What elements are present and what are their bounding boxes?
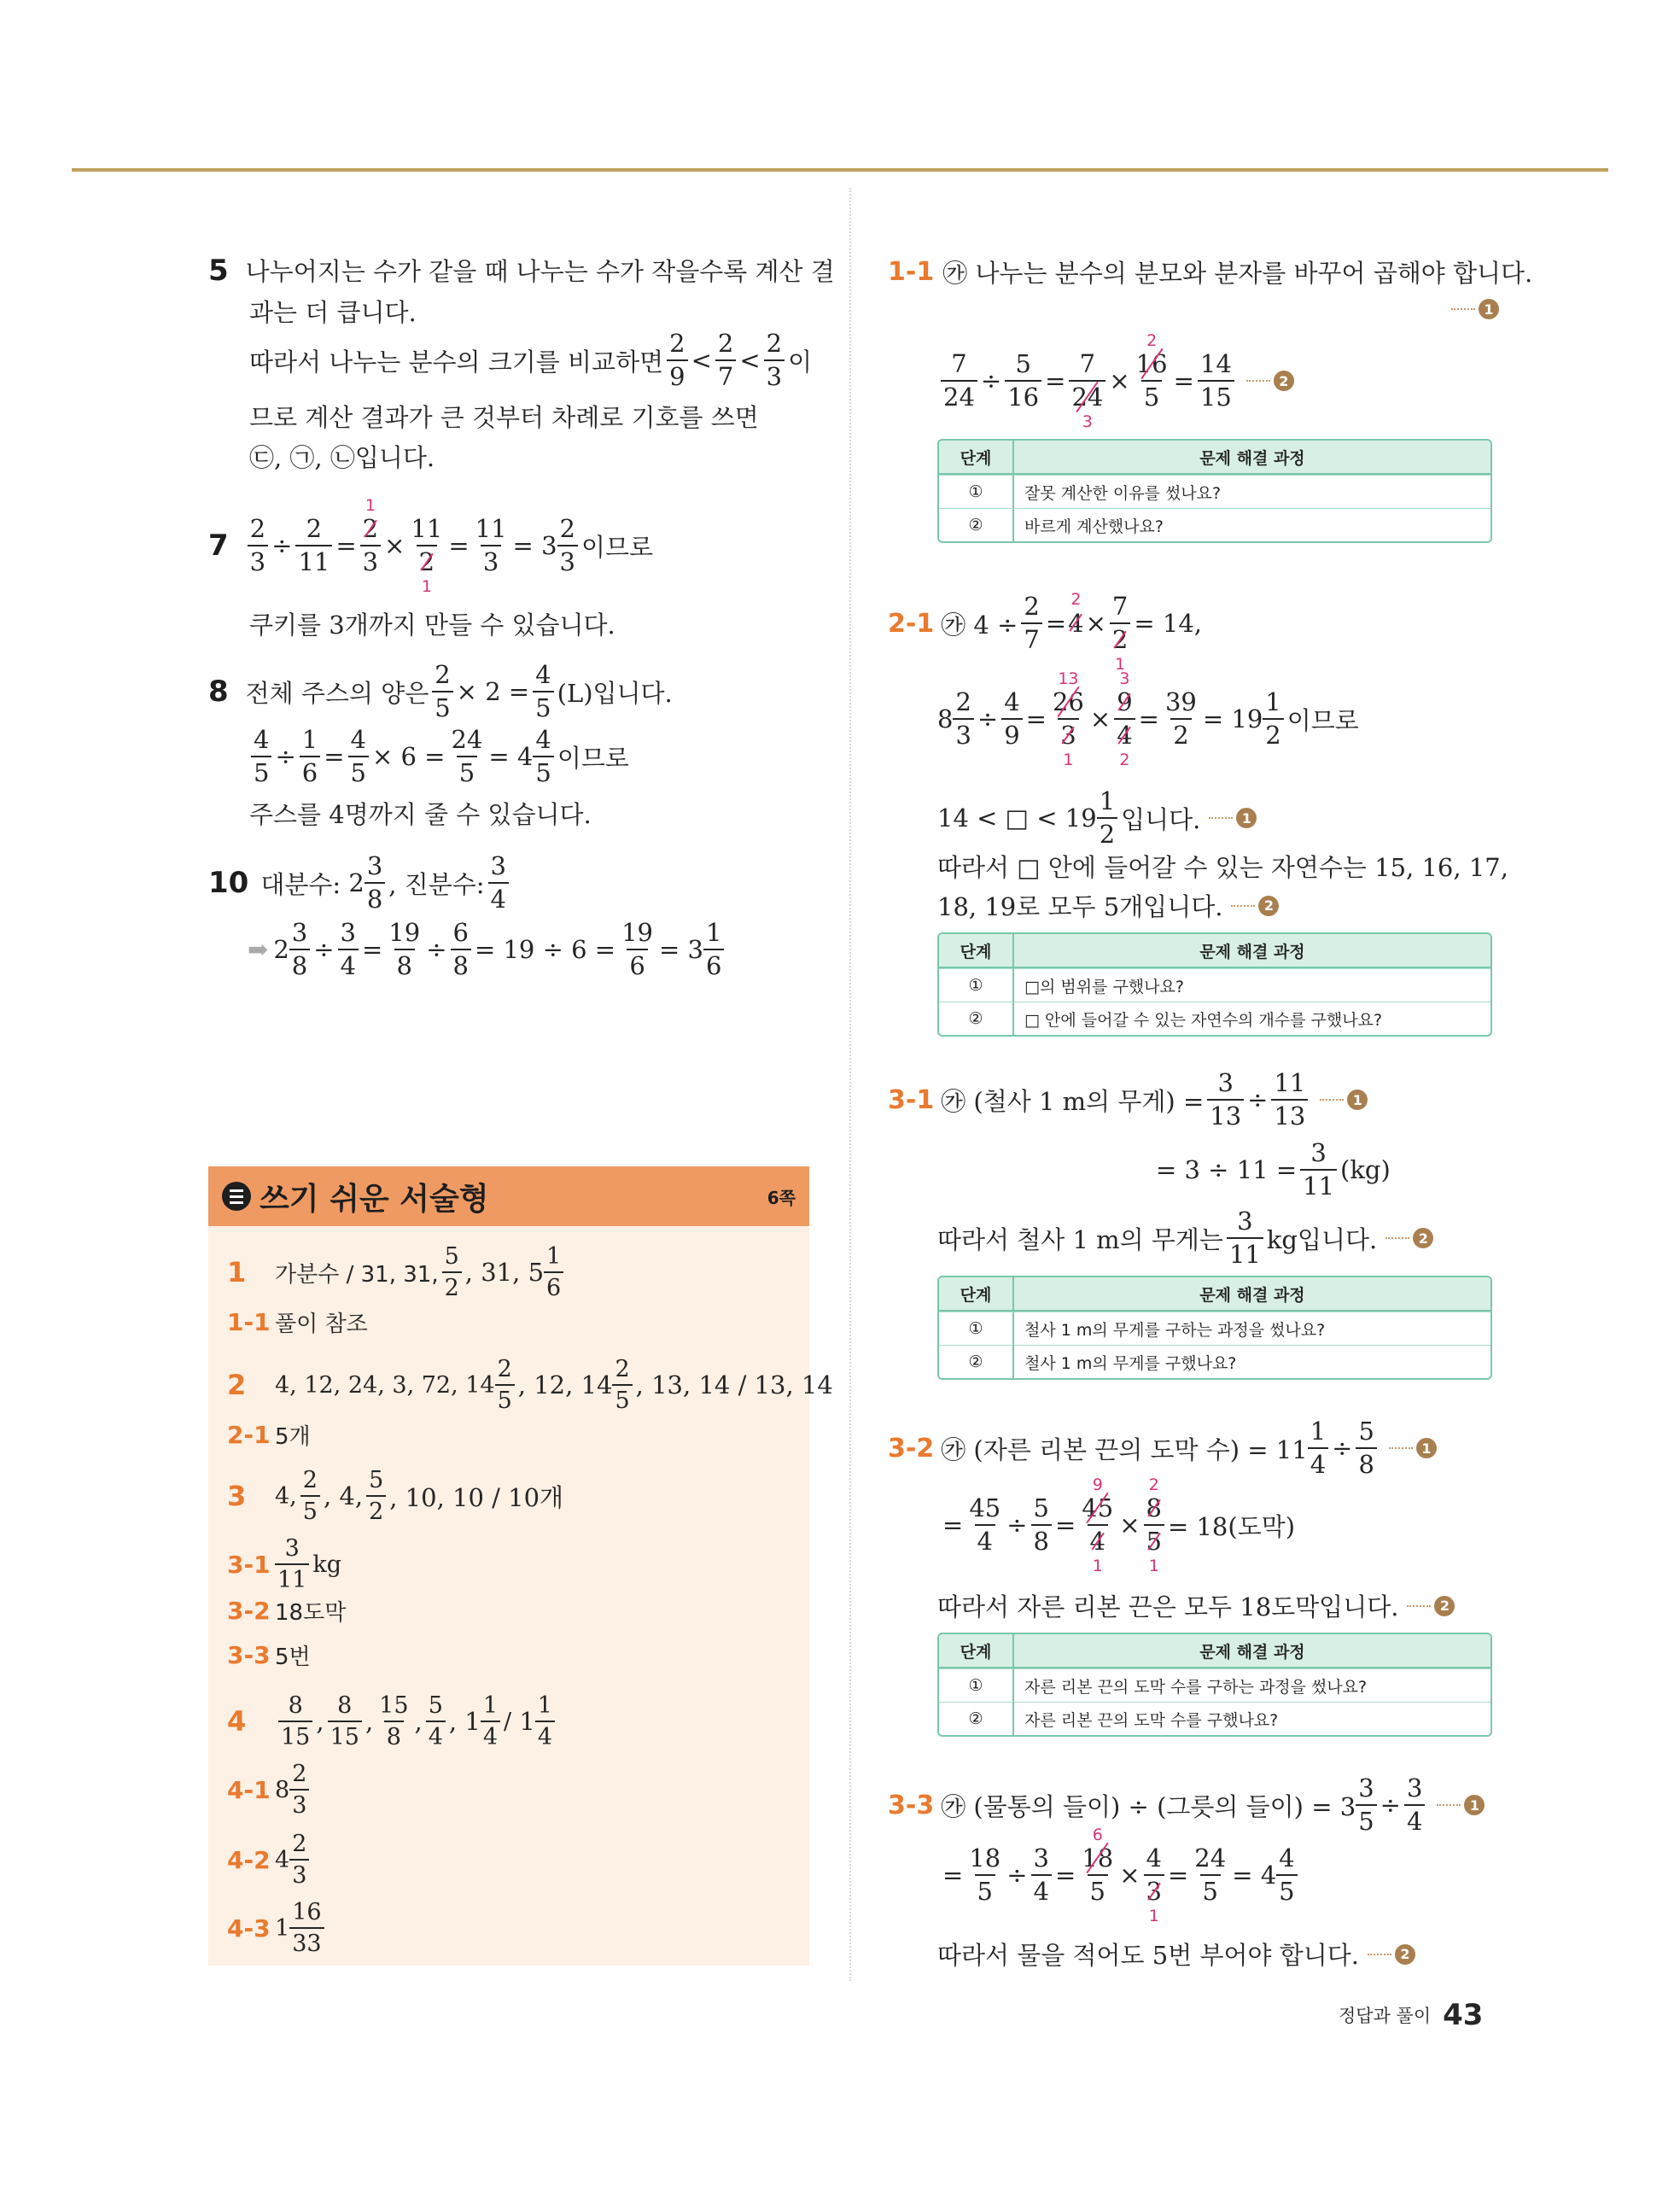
- fraction: 11 2 1: [411, 514, 443, 596]
- row-label: 2-1: [227, 1421, 271, 1449]
- row-text: /: [504, 1708, 512, 1735]
- s31-line2: = 3 ÷ 11 = $\frac{3}{11}$ (kg): [1156, 1138, 1391, 1201]
- rubric-head-step: 단계: [939, 934, 1014, 968]
- fraction: 18 6 5: [1082, 1826, 1114, 1906]
- page-number: 43: [1443, 1998, 1484, 2032]
- fraction: 2 1 3: [360, 517, 381, 575]
- row-label: 1-1: [227, 1308, 271, 1336]
- row-text: 1: [275, 1914, 290, 1942]
- step-mark-1: 1: [1451, 299, 1499, 319]
- fraction: $\frac{8}{15}$: [328, 1694, 362, 1749]
- s21-mid: 이므로: [1286, 705, 1359, 735]
- s21-text3b: 입니다.: [1121, 804, 1201, 834]
- fraction: $\frac{4}{5}$: [348, 727, 369, 786]
- fraction: $\frac{39}{2}$: [1164, 687, 1197, 750]
- fraction: $\frac{3}{11}$: [1300, 1141, 1337, 1199]
- s31-line1: 3-1 ㉮ (철사 1 m의 무게) = $\frac{3}{13}$ ÷ $\frac{11}{13}$ 1: [888, 1071, 1368, 1129]
- fraction: $\frac{1}{4}$: [1308, 1419, 1328, 1477]
- fraction: $\frac{2}{5}$: [495, 1358, 515, 1412]
- row-label: 3: [227, 1480, 247, 1512]
- box-row-7: [227, 1595, 346, 1627]
- p10-line1: 10 대분수: 2 $\frac{3}{8}$ , 진분수: $\frac{3}{4}$: [208, 854, 512, 912]
- rubric-step-num: ②: [939, 1345, 1014, 1378]
- fraction: $\frac{5}{16}$: [1005, 352, 1041, 410]
- p7-number: 7: [208, 529, 229, 563]
- p5-text5: ㉢, ㉠, ㉡입니다.: [249, 443, 435, 472]
- box-row-11: [227, 1832, 312, 1887]
- fraction: $\frac{7}{24}$: [941, 352, 977, 410]
- fraction: $\frac{16}{33}$: [289, 1901, 324, 1955]
- fraction: $\frac{4}{5}$: [533, 727, 553, 786]
- box-row-3: 2 4, 12, 24, 3, 72, 14 $\frac{2}{5}$ , 12, 14 $\frac{2}{5}$ , 13, 14 / 13, 14: [227, 1356, 833, 1414]
- rubric-step-num: ①: [939, 475, 1014, 508]
- p5-text1: 나누어지는 수가 같을 때 나누는 수가 작을수록 계산 결: [245, 257, 835, 286]
- p5-text3b: 이: [788, 347, 813, 377]
- rubric-head-step: 단계: [939, 1634, 1014, 1668]
- s21-line4: [937, 849, 1508, 884]
- s21-text5: 18, 19로 모두 5개입니다.: [937, 892, 1223, 921]
- step-mark-1: 1: [1437, 1795, 1485, 1815]
- fraction: $\frac{24}{5}$: [451, 725, 483, 787]
- p7-text2: 쿠키를 3개까지 만들 수 있습니다.: [249, 611, 615, 640]
- rubric-step-num: ②: [939, 1702, 1014, 1735]
- rubric-head-step: 단계: [939, 441, 1014, 475]
- row-label: 3-2: [227, 1597, 271, 1625]
- fraction: $\frac{2}{3}$: [248, 517, 268, 575]
- fraction: $\frac{3}{5}$: [1356, 1776, 1376, 1834]
- fraction: $\frac{1}{4}$: [535, 1694, 555, 1749]
- rubric-item: 철사 1 m의 무게를 구하는 과정을 썼나요?: [1014, 1312, 1490, 1345]
- s33-line2: = $\frac{18}{5}$ ÷ $\frac{3}{4}$ = 18 6 5 × 4 3 1 = $\frac{24}{5}$ = 4 $\frac{4}{5}$: [942, 1846, 1301, 1904]
- fraction: $\frac{14}{15}$: [1198, 352, 1234, 410]
- s33-text1: ㉮ (물통의 들이) ÷ (그릇의 들이) = 3: [941, 1791, 1356, 1821]
- fraction: $\frac{45}{4}$: [969, 1493, 1001, 1556]
- box-row-1: 1 가분수 / 31, 31, $\frac{5}{2}$ , 31, 5 $\frac{1}{6}$: [227, 1245, 567, 1300]
- p8-tail: 이므로: [557, 743, 629, 773]
- rubric-step-num: ①: [939, 1668, 1014, 1702]
- step-mark-2: 2: [1368, 1944, 1415, 1965]
- fraction: $\frac{6}{8}$: [451, 920, 471, 979]
- step-mark-1: 1: [1209, 808, 1257, 828]
- fraction: $\frac{2}{3}$: [289, 1762, 309, 1817]
- row-text: 5개: [275, 1424, 311, 1450]
- fraction: $\frac{3}{4}$: [1031, 1846, 1052, 1904]
- fraction: $\frac{2}{3}$: [953, 690, 973, 748]
- fraction: $\frac{5}{2}$: [366, 1469, 386, 1523]
- s32-text3: 따라서 자른 리본 끈은 모두 18도막입니다.: [937, 1592, 1399, 1621]
- s32-line2: = $\frac{45}{4}$ ÷ $\frac{5}{8}$ = 45 9 4 1 × 8 2 5 1 = 18(도막): [942, 1475, 1296, 1575]
- fraction: $\frac{18}{5}$: [969, 1843, 1001, 1906]
- row-label: 3-1: [227, 1550, 271, 1579]
- fraction: $\frac{2}{5}$: [300, 1469, 320, 1523]
- p7-tail: 이므로: [580, 532, 654, 562]
- p5-line5: [249, 439, 435, 474]
- s11-equation: $\frac{7}{24}$ ÷ $\frac{5}{16}$ = 7 24 3 × 16 2 5 = $\frac{14}{15}$ 2: [937, 352, 1294, 410]
- fraction: $\frac{15}{8}$: [379, 1692, 409, 1750]
- p8-line2: $\frac{4}{5}$ ÷ $\frac{1}{6}$ = $\frac{4}{5}$ × 6 = $\frac{24}{5}$ = 4 $\frac{4}{5}$ 이므로: [248, 727, 629, 786]
- fraction: $\frac{2}{9}$: [667, 331, 687, 389]
- fraction: $\frac{4}{5}$: [1276, 1846, 1297, 1904]
- p5-text3: 따라서 나누는 분수의 크기를 비교하면: [249, 347, 664, 377]
- box-row-6: [227, 1537, 341, 1592]
- footer-label: 정답과 풀이: [1339, 2006, 1432, 2026]
- fraction: $\frac{3}{11}$: [1227, 1209, 1263, 1267]
- fraction: $\frac{5}{8}$: [1356, 1419, 1376, 1477]
- box-row-9: 4 $\frac{8}{15}$ , $\frac{8}{15}$ , $\frac{15}{8}$ , $\frac{5}{4}$ , 1 $\frac{1}{4}$ / 1 $\frac{1}{4}$: [227, 1694, 558, 1749]
- step-mark-1: 1: [1389, 1438, 1437, 1458]
- fraction: $\frac{4}{5}$: [251, 727, 271, 786]
- row-label: 4-2: [227, 1845, 271, 1874]
- s33-label: 3-3: [888, 1790, 935, 1820]
- step-mark-2: 2: [1407, 1596, 1455, 1616]
- s11-label: 1-1: [888, 257, 935, 287]
- p10-line2: ➡ 2 $\frac{3}{8}$ ÷ $\frac{3}{4}$ = $\frac{19}{8}$ ÷ $\frac{6}{8}$ = 19 ÷ 6 = $\frac{19}{6}$ = 3 $\frac{1}{6}$: [248, 920, 727, 979]
- fraction: $\frac{3}{13}$: [1207, 1071, 1244, 1129]
- rubric-item: 철사 1 m의 무게를 구했나요?: [1014, 1345, 1490, 1378]
- step-mark-1: 1: [1320, 1090, 1368, 1110]
- fraction: $\frac{24}{5}$: [1194, 1843, 1227, 1906]
- s31-text1: ㉮ (철사 1 m의 무게) =: [941, 1086, 1205, 1116]
- p8-number: 8: [208, 675, 229, 709]
- header-rule: [72, 168, 1608, 172]
- s31-line3: [937, 1209, 1433, 1267]
- fraction: 7 2 1: [1110, 594, 1130, 652]
- fraction: $\frac{2}{5}$: [432, 663, 452, 721]
- box-row-5: 3 4, $\frac{2}{5}$ , 4, $\frac{5}{2}$ , 10, 10 / 10개: [227, 1467, 564, 1525]
- fraction: $\frac{8}{15}$: [278, 1694, 312, 1749]
- step-mark-2: 2: [1385, 1228, 1433, 1248]
- row-text: 18도막: [275, 1600, 347, 1626]
- column-divider: [849, 188, 851, 1981]
- s32-tail: = 18(도막): [1167, 1511, 1296, 1541]
- rubric-table-2-1: [937, 932, 1492, 1037]
- row-label: 4-1: [227, 1775, 271, 1804]
- step-mark-2: 2: [1231, 896, 1279, 916]
- fraction: $\frac{3}{11}$: [275, 1537, 309, 1592]
- fraction: $\frac{5}{4}$: [426, 1694, 446, 1749]
- s32-line1: 3-2 ㉮ (자른 리본 끈의 도막 수) = 11 $\frac{1}{4}$ ÷ $\frac{5}{8}$ 1: [888, 1419, 1437, 1477]
- s32-line3: [937, 1588, 1455, 1623]
- row-label: 2: [227, 1369, 247, 1401]
- p5-line1: [208, 253, 835, 288]
- fraction: $\frac{11}{3}$: [475, 514, 507, 576]
- rubric-head-process: 문제 해결 과정: [1014, 934, 1490, 968]
- rubric-head-process: 문제 해결 과정: [1014, 441, 1490, 475]
- row-text: 8: [275, 1776, 290, 1803]
- s11-line1: [888, 254, 1532, 289]
- fraction: $\frac{2}{7}$: [715, 331, 736, 389]
- box-row-12: [227, 1901, 328, 1955]
- p8-line1: 8 전체 주스의 양은 $\frac{2}{5}$ × 2 = $\frac{4}{5}$ (L)입니다.: [208, 660, 673, 722]
- rubric-step-num: ①: [939, 1312, 1014, 1345]
- arrow-icon: ➡: [248, 935, 269, 964]
- p7-line2: [249, 606, 615, 641]
- answer-box-page: 6쪽: [767, 1187, 796, 1208]
- fraction: $\frac{19}{8}$: [388, 918, 421, 980]
- rubric-item: 자른 리본 끈의 도막 수를 구했나요?: [1014, 1702, 1490, 1735]
- fraction: $\frac{3}{4}$: [1404, 1776, 1425, 1834]
- fraction: 7 24 3: [1069, 352, 1105, 410]
- fraction: $\frac{19}{6}$: [621, 918, 653, 980]
- s31-text3b: kg입니다.: [1266, 1224, 1378, 1254]
- fraction: $\frac{3}{4}$: [488, 854, 509, 912]
- p7-line1: 7 $\frac{2}{3}$ ÷ $\frac{2}{11}$ = 2 1 3 × 11 2 1 = $\frac{11}{3}$ = 3 $\frac{2}{3}$ 이므로: [208, 496, 654, 596]
- answer-box-title: 쓰기 쉬운 서술형: [260, 1181, 489, 1217]
- fraction: 9 3 4 2: [1114, 690, 1135, 748]
- fraction: $\frac{11}{13}$: [1271, 1071, 1308, 1129]
- fraction: $\frac{1}{6}$: [544, 1245, 563, 1300]
- fraction: 45 9 4 1: [1082, 1475, 1114, 1575]
- rubric-table-3-2: [937, 1633, 1492, 1737]
- row-text: 4,: [275, 1482, 297, 1510]
- rubric-table-1-1: [937, 439, 1492, 543]
- rubric-item: □의 범위를 구했나요?: [1014, 968, 1490, 1002]
- p5-text2: 과는 더 큽니다.: [249, 298, 417, 327]
- fraction: $\frac{1}{4}$: [481, 1694, 500, 1749]
- fraction: $\frac{4}{5}$: [533, 663, 553, 721]
- p5-number: 5: [208, 253, 229, 288]
- p8-text1a: 전체 주스의 양은: [245, 678, 429, 708]
- s21-line2: 8 $\frac{2}{3}$ ÷ $\frac{4}{9}$ = 26 13 3 1 × 9 3 4 2 = $\frac{39}{2}$ = 19 $\frac{1}{2}$ 이므로: [937, 669, 1359, 769]
- fraction: $\frac{2}{3}$: [557, 517, 578, 575]
- s32-label: 3-2: [888, 1433, 935, 1464]
- page-footer: [1339, 1998, 1483, 2032]
- s32-text1: ㉮ (자른 리본 끈의 도막 수) = 11: [941, 1434, 1308, 1464]
- rubric-item: 자른 리본 끈의 도막 수를 구하는 과정을 썼나요?: [1014, 1668, 1490, 1702]
- p10-text1a: 대분수:: [260, 869, 341, 899]
- fraction: $\frac{3}{4}$: [338, 920, 359, 979]
- rubric-item: 바르게 계산했나요?: [1014, 508, 1490, 541]
- s21-label: 2-1: [888, 608, 935, 639]
- s21-text4: 따라서 □ 안에 들어갈 수 있는 자연수는 15, 16, 17,: [937, 853, 1508, 882]
- fraction: $\frac{2}{5}$: [612, 1358, 632, 1412]
- fraction: $\frac{2}{3}$: [764, 331, 785, 389]
- row-text: 풀이 참조: [275, 1312, 368, 1337]
- s33-line3: [937, 1937, 1415, 1972]
- rubric-table-3-1: [937, 1276, 1492, 1380]
- rubric-step-num: ①: [939, 968, 1014, 1002]
- rubric-head-process: 문제 해결 과정: [1014, 1634, 1490, 1668]
- fraction: 26 13 3 1: [1052, 669, 1084, 769]
- s31-label: 3-1: [888, 1084, 935, 1115]
- p8-text3: 주스를 4명까지 줄 수 있습니다.: [249, 800, 592, 829]
- fraction: $\frac{5}{2}$: [442, 1245, 462, 1300]
- fraction: $\frac{3}{8}$: [365, 854, 385, 912]
- s33-line1: 3-3 ㉮ (물통의 들이) ÷ (그릇의 들이) = 3 $\frac{3}{5}$ ÷ $\frac{3}{4}$ 1: [888, 1776, 1485, 1834]
- fraction: $\frac{4}{9}$: [1001, 690, 1022, 748]
- s33-text3: 따라서 물을 적어도 5번 부어야 합니다.: [937, 1941, 1359, 1970]
- p5-text4: 므로 계산 결과가 큰 것부터 차례로 기호를 쓰면: [249, 403, 759, 432]
- step-mark-2: 2: [1246, 371, 1294, 391]
- fraction: $\frac{1}{6}$: [300, 727, 320, 786]
- p8-text1b: (L)입니다.: [557, 678, 673, 708]
- row-text: kg: [312, 1551, 342, 1578]
- fraction: $\frac{2}{11}$: [295, 517, 332, 575]
- list-icon: [222, 1182, 251, 1211]
- rubric-head-process: 문제 해결 과정: [1014, 1277, 1490, 1312]
- p8-line3: [249, 796, 592, 831]
- box-row-10: [227, 1762, 312, 1817]
- row-text: 5번: [275, 1645, 311, 1670]
- s21-line1: 2-1 ㉮ 4 ÷ $\frac{2}{7}$ = 4 2 × 7 2 1 = 14,: [888, 590, 1203, 674]
- fraction: $\frac{1}{2}$: [1263, 690, 1283, 748]
- p5-line2: [249, 294, 417, 329]
- s21-line3: 14 < □ < 19 $\frac{1}{2}$ 입니다. 1: [937, 789, 1257, 847]
- row-label: 1: [227, 1256, 247, 1288]
- rubric-item: □ 안에 들어갈 수 있는 자연수의 개수를 구했나요?: [1014, 1002, 1490, 1035]
- row-label: 3-3: [227, 1641, 271, 1669]
- fraction: $\frac{2}{7}$: [1021, 594, 1041, 652]
- fraction: 16 2 5: [1135, 331, 1168, 412]
- row-text: 4, 12, 24, 3, 72, 14: [275, 1371, 495, 1399]
- fraction: $\frac{3}{8}$: [289, 920, 310, 979]
- box-row-4: [227, 1419, 311, 1451]
- answer-box-header: [208, 1166, 809, 1226]
- fraction: 8 2 5 1: [1144, 1496, 1164, 1554]
- row-text: 4: [275, 1846, 290, 1873]
- p10-text1b: , 진분수:: [388, 869, 485, 899]
- p5-line3: 따라서 나누는 분수의 크기를 비교하면 $\frac{2}{9}$ < $\frac{2}{7}$ < $\frac{2}{3}$ 이: [249, 329, 813, 391]
- fraction: $\frac{2}{3}$: [289, 1832, 309, 1887]
- row-text: 가분수 / 31, 31,: [275, 1261, 439, 1288]
- fraction: $\frac{1}{2}$: [1097, 789, 1117, 847]
- row-label: 4-3: [227, 1913, 271, 1943]
- rubric-head-step: 단계: [939, 1277, 1014, 1312]
- rubric-item: 잘못 계산한 이유를 썼나요?: [1014, 475, 1490, 508]
- box-row-2: [227, 1306, 368, 1338]
- p10-number: 10: [208, 866, 249, 900]
- fraction: $\frac{1}{6}$: [703, 920, 724, 979]
- fraction: $\frac{5}{8}$: [1031, 1496, 1052, 1554]
- s31-text3a: 따라서 철사 1 m의 무게는: [937, 1224, 1223, 1254]
- box-row-8: [227, 1639, 311, 1671]
- s21-line5: [937, 888, 1279, 923]
- rubric-step-num: ②: [939, 508, 1014, 541]
- rubric-step-num: ②: [939, 1002, 1014, 1035]
- s11-text1: ㉮ 나누는 분수의 분모와 분자를 바꾸어 곱해야 합니다.: [942, 259, 1533, 288]
- p5-line4: [249, 399, 759, 434]
- fraction: 4 3 1: [1144, 1846, 1164, 1904]
- row-label: 4: [227, 1705, 247, 1738]
